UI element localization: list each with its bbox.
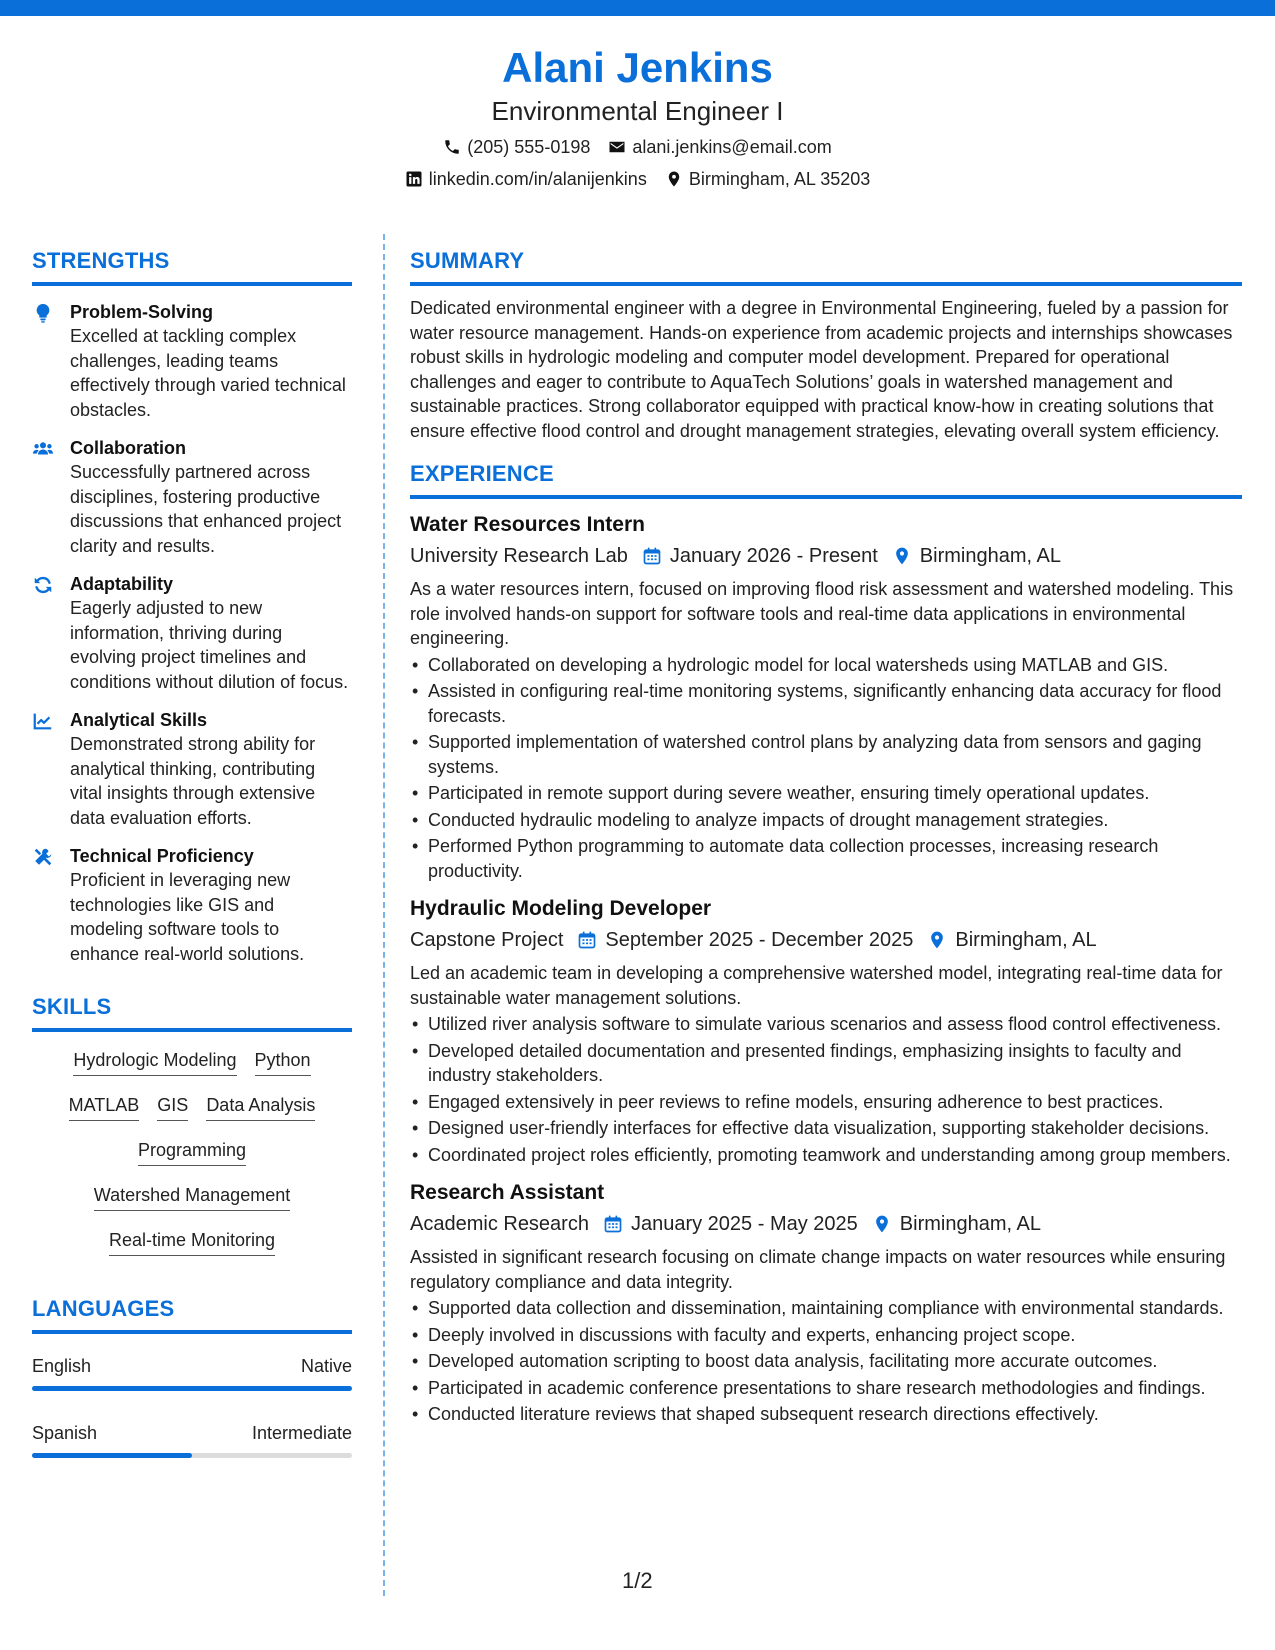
location-contact [665, 164, 870, 194]
job-bullet: • Developed detailed documentation and presented findings, emphasizing insights to faculty and industry stakeholders. [410, 1039, 1242, 1088]
candidate-name: Alani Jenkins [502, 44, 773, 91]
sync-icon [32, 574, 56, 598]
map-marker-icon [927, 930, 947, 950]
job-entry [410, 895, 1242, 1167]
job-location [927, 925, 1096, 955]
location-text: Birmingham, AL 35203 [688, 169, 871, 189]
job-dates [642, 541, 878, 571]
top-accent-bar [0, 0, 1275, 16]
language-name: English [32, 1356, 92, 1376]
language-name: Spanish [32, 1423, 98, 1443]
phone-icon [443, 138, 461, 156]
job-bullets [410, 653, 1242, 884]
job-bullets [410, 1296, 1242, 1427]
skill-tag: Hydrologic Modeling [73, 1048, 236, 1076]
job-meta [410, 1209, 1242, 1239]
calendar-icon [642, 546, 662, 566]
calendar-icon [577, 930, 597, 950]
language-row [32, 1354, 352, 1378]
job-bullet: • Supported implementation of watershed control plans by analyzing data from sensors and gaging systems. [410, 730, 1242, 779]
strength-desc: Eagerly adjusted to new information, thriving during evolving project timelines and conditions without dilution of focus. [70, 598, 349, 692]
language-proficiency-fill [32, 1386, 352, 1391]
email-text: alani.jenkins@email.com [632, 137, 832, 157]
job-dates [603, 1209, 858, 1239]
job-org-text: Academic Research [410, 1213, 589, 1235]
job-bullet: • Engaged extensively in peer reviews to refine models, ensuring adherence to best practices. [410, 1090, 1242, 1115]
languages-list [32, 1354, 352, 1458]
job-org-text: University Research Lab [410, 545, 628, 567]
contact-line-2 [0, 164, 1275, 194]
email-contact[interactable] [608, 132, 831, 162]
job-entry [410, 1179, 1242, 1427]
map-marker-icon [872, 1214, 892, 1234]
job-description: Assisted in significant research focusing on climate change impacts on water resources while ensuring regulatory compliance and data integrity. [410, 1247, 1226, 1292]
job-org [410, 1209, 589, 1239]
skill-tag: Real-time Monitoring [109, 1228, 275, 1256]
job-title: Hydraulic Modeling Developer [410, 897, 712, 920]
tools-icon [32, 846, 56, 870]
job-title: Research Assistant [410, 1181, 605, 1204]
languages-heading: LANGUAGES [32, 1294, 352, 1334]
skill-tag: Python [255, 1048, 311, 1076]
skill-row [32, 1228, 352, 1256]
contact-line-1 [0, 132, 1275, 162]
job-meta [410, 925, 1242, 955]
linkedin-icon [405, 170, 423, 188]
skill-tag: MATLAB [69, 1093, 140, 1121]
strengths-heading: STRENGTHS [32, 246, 352, 286]
strength-desc: Proficient in leveraging new technologies like GIS and modeling software tools to enhance real-world solutions. [70, 870, 305, 964]
strength-desc: Successfully partnered across disciplines, fostering productive discussions that enhanced project clarity and results. [70, 462, 342, 556]
skill-row [32, 1093, 352, 1121]
skills-list [32, 1048, 352, 1256]
strength-title: Problem-Solving [70, 302, 214, 322]
strength-item [32, 708, 352, 830]
users-icon [32, 438, 56, 462]
strength-desc: Demonstrated strong ability for analytical thinking, contributing vital insights through extensive data evaluation efforts. [70, 734, 316, 828]
language-row [32, 1421, 352, 1445]
language-level: Native [300, 1356, 352, 1376]
strength-title: Analytical Skills [70, 710, 208, 730]
job-meta [410, 541, 1242, 571]
language-level: Intermediate [251, 1423, 352, 1443]
job-bullet: • Conducted hydraulic modeling to analyze impacts of drought management strategies. [410, 808, 1242, 833]
job-bullet: • Supported data collection and dissemination, maintaining compliance with environmental standards. [410, 1296, 1242, 1321]
language-proficiency-bar [32, 1453, 352, 1458]
map-marker-icon [665, 170, 683, 188]
phone-text: (205) 555-0198 [467, 137, 591, 157]
job-location-text: Birmingham, AL [899, 1213, 1041, 1235]
strength-item [32, 300, 352, 422]
strength-item [32, 572, 352, 694]
job-title: Water Resources Intern [410, 513, 645, 536]
job-dates-text: January 2026 - Present [669, 545, 878, 567]
strength-item [32, 844, 352, 966]
job-location-text: Birmingham, AL [919, 545, 1061, 567]
job-dates-text: September 2025 - December 2025 [605, 929, 914, 951]
envelope-icon [608, 138, 626, 156]
lightbulb-icon [32, 302, 56, 326]
job-location [892, 541, 1061, 571]
job-bullet: • Assisted in configuring real-time monitoring systems, significantly enhancing data accuracy for flood forecasts. [410, 679, 1242, 728]
summary-heading: SUMMARY [410, 246, 1242, 286]
job-bullet: • Designed user-friendly interfaces for effective data visualization, supporting stakeholder decisions. [410, 1116, 1242, 1141]
skill-tag: Programming [138, 1138, 246, 1166]
job-dates [577, 925, 913, 955]
experience-heading: EXPERIENCE [410, 459, 1242, 499]
resume-header [0, 42, 1275, 194]
skill-tag: Data Analysis [206, 1093, 315, 1121]
job-org-text: Capstone Project [410, 929, 564, 951]
job-bullet: • Collaborated on developing a hydrologic model for local watersheds using MATLAB and GIS. [410, 653, 1242, 678]
job-location-text: Birmingham, AL [955, 929, 1097, 951]
job-bullets [410, 1012, 1242, 1167]
left-column [32, 246, 352, 1488]
summary-text: Dedicated environmental engineer with a degree in Environmental Engineering, fueled by a passion for water resource management. Hands-on experience from academic projects and internships showcases robust skills in hydrologic modeling and computer model development. Prepared for operational challenges and eager to contribute to AquaTech Solutions’ goals in watershed management and sustainable practices. Strong collaborator equipped with practical know-how in creating solutions that ensure effective flood control and drought management strategies, elevating overall system efficiency. [410, 298, 1233, 441]
skill-tag: Watershed Management [94, 1183, 290, 1211]
strength-title: Collaboration [70, 438, 186, 458]
job-description: As a water resources intern, focused on improving flood risk assessment and watershed modeling. This role involved hands-on support for software tools and real-time data applications in environmental engineering. [410, 579, 1234, 648]
linkedin-contact[interactable] [405, 164, 647, 194]
job-bullet: • Coordinated project roles efficiently, promoting teamwork and understanding among group members. [410, 1143, 1242, 1168]
job-entry [410, 511, 1242, 883]
job-bullet: • Conducted literature reviews that shaped subsequent research directions effectively. [410, 1402, 1242, 1427]
job-bullet: • Participated in remote support during severe weather, ensuring timely operational updates. [410, 781, 1242, 806]
job-bullet: • Performed Python programming to automate data collection processes, increasing research productivity. [410, 834, 1242, 883]
job-bullet: • Deeply involved in discussions with faculty and experts, enhancing project scope. [410, 1323, 1242, 1348]
column-divider [383, 234, 385, 1596]
skill-row [32, 1183, 352, 1211]
linkedin-text: linkedin.com/in/alanijenkins [428, 169, 647, 189]
candidate-title: Environmental Engineer I [491, 96, 784, 126]
page-number: 1/2 [622, 1568, 653, 1593]
job-bullet: • Utilized river analysis software to simulate various scenarios and assess flood control effectiveness. [410, 1012, 1242, 1037]
calendar-icon [603, 1214, 623, 1234]
job-bullet: • Developed automation scripting to boost data analysis, facilitating more accurate outcomes. [410, 1349, 1242, 1374]
map-marker-icon [892, 546, 912, 566]
strength-title: Adaptability [70, 574, 174, 594]
phone-contact[interactable] [443, 132, 590, 162]
language-proficiency-fill [32, 1453, 192, 1458]
right-column [410, 246, 1242, 1429]
line-chart-icon [32, 710, 56, 734]
job-bullet: • Participated in academic conference presentations to share research methodologies and findings. [410, 1376, 1242, 1401]
skill-row [32, 1138, 352, 1166]
job-description: Led an academic team in developing a comprehensive watershed model, integrating real-time data for sustainable water management solutions. [410, 963, 1223, 1008]
skill-tag: GIS [157, 1093, 188, 1121]
skill-row [32, 1048, 352, 1076]
skills-heading: SKILLS [32, 992, 352, 1032]
job-dates-text: January 2025 - May 2025 [630, 1213, 858, 1235]
job-location [872, 1209, 1041, 1239]
strength-item [32, 436, 352, 558]
job-org [410, 925, 563, 955]
job-org [410, 541, 628, 571]
language-proficiency-bar [32, 1386, 352, 1391]
strength-title: Technical Proficiency [70, 846, 254, 866]
strength-desc: Excelled at tackling complex challenges, leading teams effectively through varied technical obstacles. [70, 326, 346, 420]
